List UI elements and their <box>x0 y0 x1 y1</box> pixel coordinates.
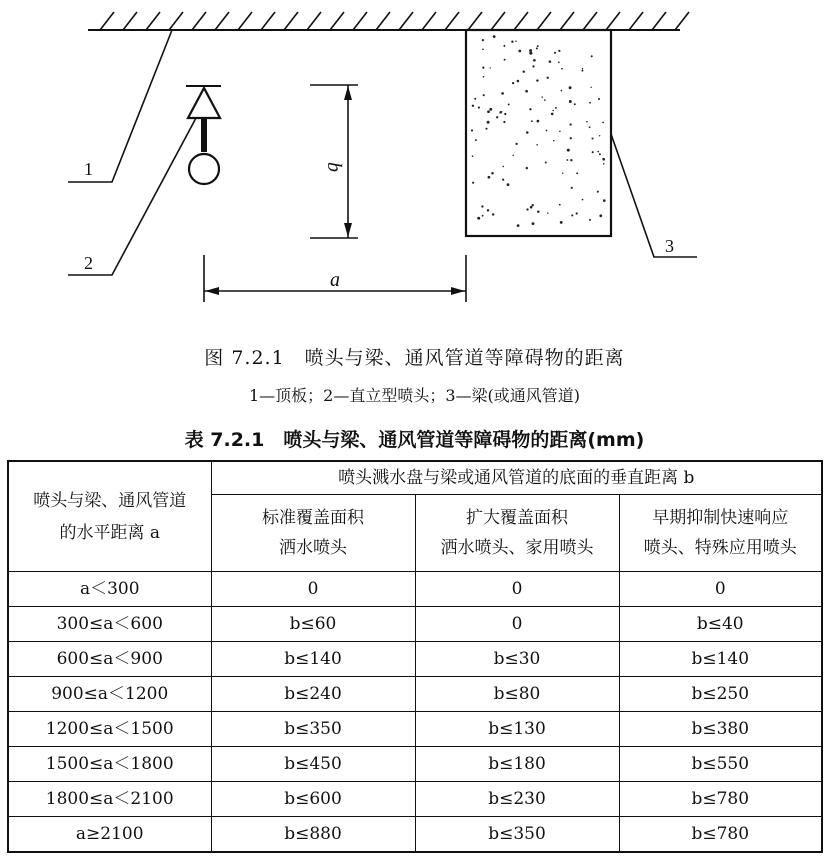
concrete-dot <box>478 107 480 109</box>
concrete-dot <box>477 217 480 220</box>
header-horizontal-distance <box>8 461 211 572</box>
header-standard-coverage <box>211 495 415 572</box>
cell-extended: b≤30 <box>415 642 619 677</box>
concrete-dot <box>569 86 572 89</box>
concrete-dot <box>591 137 593 139</box>
concrete-dot <box>603 163 605 165</box>
beam <box>466 30 611 236</box>
hatch-mark <box>468 12 482 30</box>
cell-a: 1800≤a＜2100 <box>8 782 211 817</box>
concrete-dot <box>571 214 573 216</box>
cell-esfr: 0 <box>619 572 822 607</box>
concrete-dot <box>592 151 594 153</box>
hatch-mark <box>330 12 344 30</box>
concrete-dot <box>491 172 494 175</box>
table-header-row <box>8 461 822 495</box>
concrete-dot <box>522 70 524 72</box>
concrete-dot <box>512 82 514 84</box>
table-row <box>8 642 822 677</box>
header-col3-line1: 早期抑制快速响应 <box>652 508 789 528</box>
concrete-dot <box>555 107 557 109</box>
concrete-dot <box>537 45 539 47</box>
hatch-mark <box>376 12 390 30</box>
ceiling-slab <box>88 12 689 30</box>
concrete-dot <box>533 59 536 62</box>
concrete-dot <box>493 35 496 38</box>
cell-a: 1500≤a＜1800 <box>8 747 211 782</box>
cell-extended: b≤130 <box>415 712 619 747</box>
concrete-dot <box>547 212 548 213</box>
concrete-dot <box>489 108 492 111</box>
concrete-dot <box>537 211 539 213</box>
concrete-dot <box>526 167 528 169</box>
cell-extended: b≤350 <box>415 817 619 853</box>
hatch-mark <box>629 12 643 30</box>
concrete-dot <box>570 159 572 161</box>
concrete-dot <box>560 221 563 224</box>
cell-standard: b≤600 <box>211 782 415 817</box>
cell-standard: b≤350 <box>211 712 415 747</box>
concrete-dot <box>602 158 605 161</box>
label-1: 1 <box>84 159 93 179</box>
hatch-mark <box>215 12 229 30</box>
cell-a: a＜300 <box>8 572 211 607</box>
hatch-mark <box>261 12 275 30</box>
concrete-dot <box>552 110 554 112</box>
header-col2-line2: 洒水喷头、家用喷头 <box>440 538 594 558</box>
table-row <box>8 712 822 747</box>
figure-caption: 图 7.2.1 喷头与梁、通风管道等障碍物的距离 <box>204 347 625 369</box>
table-row <box>8 747 822 782</box>
hatch-mark <box>491 12 505 30</box>
cell-a: 900≤a＜1200 <box>8 677 211 712</box>
concrete-dot <box>547 77 549 79</box>
cell-a: 1200≤a＜1500 <box>8 712 211 747</box>
concrete-dot <box>532 222 535 225</box>
label-a: a <box>330 269 340 291</box>
concrete-dot <box>532 65 534 67</box>
concrete-dot <box>536 79 538 81</box>
header-left-line2: 的水平距离 a <box>59 522 161 543</box>
concrete-dot <box>529 52 532 55</box>
concrete-dot <box>554 52 556 54</box>
hatch-mark <box>445 12 459 30</box>
concrete-dot <box>598 98 600 100</box>
concrete-dot <box>569 123 571 125</box>
cell-extended: b≤230 <box>415 782 619 817</box>
concrete-dot <box>582 68 583 69</box>
concrete-dot <box>551 113 554 116</box>
hatch-mark <box>583 12 597 30</box>
concrete-dot <box>530 206 533 209</box>
concrete-dot <box>603 199 606 202</box>
concrete-dot <box>558 62 560 64</box>
concrete-dot <box>492 213 494 215</box>
concrete-dot <box>472 182 474 184</box>
sprinkler-obstruction-diagram <box>0 0 829 310</box>
hatch-mark <box>100 12 114 30</box>
concrete-dot <box>544 99 546 101</box>
concrete-dot <box>472 155 474 157</box>
concrete-dot <box>496 116 498 118</box>
concrete-dot <box>503 45 505 47</box>
header-col3-line2: 喷头、特殊应用喷头 <box>643 538 797 558</box>
concrete-dot <box>526 131 529 134</box>
cell-a: a≥2100 <box>8 817 211 853</box>
cell-standard: b≤240 <box>211 677 415 712</box>
concrete-dot <box>570 137 572 139</box>
concrete-dot <box>481 205 483 207</box>
concrete-dot <box>487 209 489 211</box>
header-col1-line2: 洒水喷头 <box>279 538 347 558</box>
cell-standard: b≤880 <box>211 817 415 853</box>
header-left-line1: 喷头与梁、通风管道 <box>33 490 187 511</box>
table-title: 表 7.2.1 喷头与梁、通风管道等障碍物的距离(mm) <box>184 429 645 451</box>
concrete-dot <box>529 49 532 52</box>
concrete-dot <box>569 100 572 103</box>
hatch-mark <box>169 12 183 30</box>
concrete-dot <box>503 121 505 123</box>
header-col1-line1: 标准覆盖面积 <box>262 508 364 528</box>
label-2: 2 <box>84 253 93 273</box>
concrete-dot <box>501 111 502 112</box>
concrete-dot <box>517 80 520 83</box>
table-row <box>8 677 822 712</box>
concrete-dot <box>589 102 591 104</box>
label-3: 3 <box>665 236 674 256</box>
concrete-dot <box>599 135 600 136</box>
concrete-dot <box>518 50 521 53</box>
concrete-dot <box>536 144 538 146</box>
concrete-dot <box>576 172 578 174</box>
concrete-dot <box>597 191 599 193</box>
concrete-dot <box>602 122 604 124</box>
cell-extended: 0 <box>415 572 619 607</box>
table-row <box>8 572 822 607</box>
upright-sprinkler <box>186 86 221 184</box>
concrete-dot <box>597 151 599 153</box>
concrete-dot <box>504 113 506 115</box>
concrete-dot <box>561 68 563 70</box>
cell-esfr: b≤550 <box>619 747 822 782</box>
concrete-dot <box>501 92 504 95</box>
concrete-dot <box>517 224 520 227</box>
hatch-mark <box>353 12 367 30</box>
concrete-dot <box>541 96 542 97</box>
hatch-mark <box>399 12 413 30</box>
cell-extended: b≤80 <box>415 677 619 712</box>
hatch-mark <box>537 12 551 30</box>
hatch-mark <box>606 12 620 30</box>
concrete-dot <box>504 59 506 61</box>
hatch-mark <box>123 12 137 30</box>
cell-a: 300≤a＜600 <box>8 607 211 642</box>
concrete-dot <box>590 87 591 88</box>
concrete-dot <box>482 39 484 41</box>
hatch-mark <box>675 12 689 30</box>
concrete-dot <box>482 215 484 217</box>
cell-standard: b≤140 <box>211 642 415 677</box>
concrete-dot <box>545 161 547 163</box>
cell-extended: 0 <box>415 607 619 642</box>
concrete-dot <box>532 204 534 206</box>
concrete-dot <box>531 120 533 122</box>
concrete-dot <box>511 41 513 43</box>
concrete-dot <box>581 70 583 72</box>
concrete-dot <box>482 67 484 69</box>
concrete-dot <box>553 140 554 141</box>
concrete-dot <box>483 94 485 96</box>
concrete-dot <box>582 199 584 201</box>
header-esfr <box>619 495 822 572</box>
concrete-dot <box>566 159 568 161</box>
concrete-dot <box>529 108 531 110</box>
hatch-mark <box>238 12 252 30</box>
concrete-dot <box>490 67 491 68</box>
concrete-dot <box>474 98 476 100</box>
concrete-dot <box>571 187 573 189</box>
concrete-dot <box>526 208 528 210</box>
concrete-dot <box>567 149 570 152</box>
header-col2-line1: 扩大覆盖面积 <box>466 508 568 528</box>
cell-standard: b≤60 <box>211 607 415 642</box>
concrete-dot <box>591 55 593 57</box>
hatch-mark <box>652 12 666 30</box>
figure-legend: 1—顶板；2—直立型喷头；3—梁(或通风管道) <box>248 386 581 405</box>
concrete-dot <box>558 50 560 52</box>
cell-esfr: b≤780 <box>619 817 822 853</box>
concrete-dot <box>485 128 487 130</box>
distance-table <box>7 460 823 853</box>
concrete-dot <box>515 41 517 43</box>
cell-extended: b≤180 <box>415 747 619 782</box>
concrete-dot <box>586 121 588 123</box>
concrete-dot <box>488 176 491 179</box>
cell-standard: 0 <box>211 572 415 607</box>
concrete-dot <box>487 121 490 124</box>
table-row <box>8 817 822 853</box>
hatch-mark <box>422 12 436 30</box>
concrete-dot <box>502 166 504 168</box>
header-vertical-distance: 喷头溅水盘与梁或通风管道的底面的垂直距离 b <box>211 461 822 495</box>
concrete-dot <box>507 183 510 186</box>
hatch-mark <box>307 12 321 30</box>
hatch-mark <box>192 12 206 30</box>
concrete-dot <box>537 120 540 123</box>
concrete-dot <box>471 129 473 131</box>
concrete-dot <box>512 155 514 157</box>
concrete-dot <box>561 90 563 92</box>
concrete-dot <box>559 131 561 133</box>
table-row <box>8 607 822 642</box>
concrete-dot <box>536 47 538 49</box>
concrete-dot <box>576 212 578 214</box>
concrete-dot <box>472 105 474 107</box>
concrete-dot <box>589 126 591 128</box>
concrete-dot <box>549 60 552 63</box>
cell-a: 600≤a＜900 <box>8 642 211 677</box>
concrete-dot <box>562 172 563 173</box>
table-row <box>8 782 822 817</box>
concrete-dot <box>525 90 528 93</box>
concrete-dot <box>546 130 548 132</box>
cell-esfr: b≤140 <box>619 642 822 677</box>
cell-esfr: b≤250 <box>619 677 822 712</box>
concrete-dot <box>515 143 517 145</box>
concrete-dot <box>508 103 510 105</box>
concrete-dot <box>589 219 591 221</box>
header-extended-coverage <box>415 495 619 572</box>
concrete-dot <box>502 179 504 181</box>
concrete-dot <box>483 76 485 78</box>
cell-esfr: b≤780 <box>619 782 822 817</box>
hatch-mark <box>284 12 298 30</box>
concrete-dot <box>475 139 477 141</box>
hatch-mark <box>146 12 160 30</box>
cell-esfr: b≤40 <box>619 607 822 642</box>
hatch-mark <box>514 12 528 30</box>
concrete-dot <box>599 214 602 217</box>
concrete-dot <box>574 103 576 105</box>
concrete-dot <box>482 48 484 50</box>
concrete-dot <box>559 204 561 206</box>
cell-standard: b≤450 <box>211 747 415 782</box>
label-b: b <box>323 162 345 172</box>
concrete-dot <box>487 110 490 113</box>
cell-esfr: b≤380 <box>619 712 822 747</box>
concrete-dot <box>599 153 601 155</box>
hatch-mark <box>560 12 574 30</box>
